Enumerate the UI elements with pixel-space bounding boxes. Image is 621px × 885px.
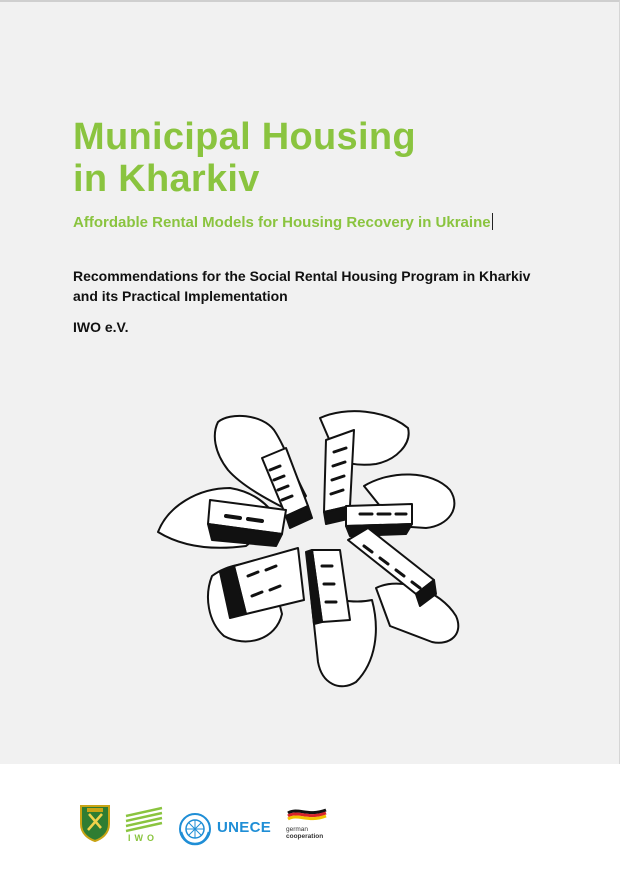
title-line-1: Municipal Housing bbox=[73, 116, 416, 158]
german-cooperation-line-1: german bbox=[286, 826, 309, 833]
author-name: IWO e.V. bbox=[73, 319, 129, 335]
un-emblem-logo bbox=[178, 812, 212, 846]
german-cooperation-text bbox=[286, 826, 323, 840]
kharkiv-coat-of-arms-logo bbox=[79, 804, 111, 842]
german-cooperation-line-2: cooperation bbox=[286, 833, 324, 840]
recommendations-heading: Recommendations for the Social Rental Housing Program in Kharkiv and its Practical Implementation bbox=[73, 268, 531, 304]
subtitle bbox=[73, 213, 493, 231]
unece-logo-text: UNECE bbox=[217, 819, 272, 836]
iwo-logo-text: IWO bbox=[128, 833, 158, 842]
subtitle-text: Affordable Rental Models for Housing Recovery in Ukraine bbox=[73, 214, 491, 231]
partner-logos-bar bbox=[0, 762, 621, 885]
hands-holding-buildings-illustration bbox=[150, 400, 470, 690]
text-cursor bbox=[492, 213, 493, 230]
page-title bbox=[73, 116, 416, 200]
building-top bbox=[324, 430, 354, 512]
title-line-2: in Kharkiv bbox=[73, 158, 260, 200]
iwo-logo bbox=[124, 806, 166, 842]
german-cooperation-flag-logo bbox=[286, 807, 328, 823]
